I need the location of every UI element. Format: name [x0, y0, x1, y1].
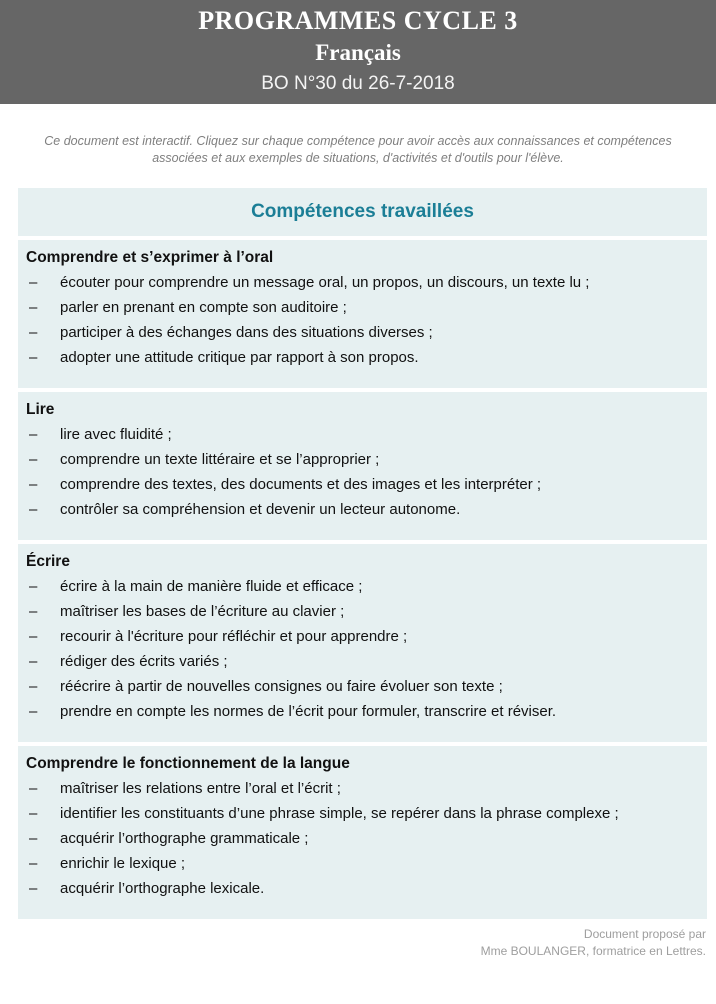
dash-bullet: – [29, 426, 38, 443]
dash-bullet: – [29, 501, 38, 518]
dash-bullet: – [29, 703, 38, 720]
dash-bullet: – [29, 603, 38, 620]
competence-item[interactable] [26, 876, 695, 901]
competence-section [18, 240, 707, 388]
panel-title: Compétences travaillées [251, 201, 474, 222]
competence-item[interactable] [26, 699, 695, 724]
sections-container [18, 240, 707, 919]
competence-section [18, 392, 707, 540]
dash-bullet: – [29, 830, 38, 847]
dash-bullet: – [29, 880, 38, 897]
competence-item-text: comprendre des textes, des documents et des images et les interpréter ; [60, 476, 542, 493]
competence-item-text: participer à des échanges dans des situations diverses ; [60, 324, 433, 341]
competence-item[interactable] [26, 447, 695, 472]
dash-bullet: – [29, 628, 38, 645]
competence-item[interactable] [26, 345, 695, 370]
competence-item-text: enrichir le lexique ; [60, 855, 186, 872]
competence-item[interactable] [26, 422, 695, 447]
competence-item-text: acquérir l’orthographe grammaticale ; [60, 830, 309, 847]
competence-list [26, 574, 695, 724]
dash-bullet: – [29, 780, 38, 797]
interactive-note: Ce document est interactif. Cliquez sur chaque compétence pour avoir accès aux connaissances et compétences associées et aux exemples de situations, d'activités et d'outils pour l'élève. [44, 134, 672, 165]
competence-item[interactable] [26, 674, 695, 699]
competences-panel [18, 188, 707, 919]
competence-item[interactable] [26, 270, 695, 295]
competence-list [26, 422, 695, 522]
competence-item-text: contrôler sa compréhension et devenir un lecteur autonome. [60, 501, 461, 518]
dash-bullet: – [29, 349, 38, 366]
dash-bullet: – [29, 653, 38, 670]
dash-bullet: – [29, 855, 38, 872]
credits [0, 926, 706, 960]
competence-item-text: identifier les constituants d’une phrase simple, se repérer dans la phrase complexe ; [60, 805, 619, 822]
competence-item-text: recourir à l'écriture pour réfléchir et pour apprendre ; [60, 628, 408, 645]
dash-bullet: – [29, 274, 38, 291]
competence-item-text: comprendre un texte littéraire et se l’approprier ; [60, 451, 380, 468]
section-title: Comprendre et s’exprimer à l’oral [26, 249, 274, 266]
competence-item-text: parler en prenant en compte son auditoire ; [60, 299, 347, 316]
document-header [0, 0, 716, 104]
competence-item-text: acquérir l’orthographe lexicale. [60, 880, 265, 897]
dash-bullet: – [29, 299, 38, 316]
competence-section [18, 746, 707, 919]
section-title: Écrire [26, 553, 70, 570]
dash-bullet: – [29, 451, 38, 468]
competence-item-text: maîtriser les bases de l’écriture au clavier ; [60, 603, 345, 620]
credits-line1: Document proposé par [583, 927, 706, 941]
document-reference: BO N°30 du 26-7-2018 [261, 73, 455, 94]
panel-heading-row [18, 188, 707, 236]
competence-item[interactable] [26, 851, 695, 876]
competence-item[interactable] [26, 826, 695, 851]
competence-item[interactable] [26, 599, 695, 624]
dash-bullet: – [29, 578, 38, 595]
document-subject: Français [315, 40, 401, 65]
dash-bullet: – [29, 324, 38, 341]
section-title: Lire [26, 401, 55, 418]
dash-bullet: – [29, 476, 38, 493]
competence-item-text: écrire à la main de manière fluide et efficace ; [60, 578, 363, 595]
competence-item[interactable] [26, 776, 695, 801]
competence-item-text: écouter pour comprendre un message oral, un propos, un discours, un texte lu ; [60, 274, 590, 291]
competence-section [18, 544, 707, 742]
competence-list [26, 776, 695, 901]
competence-item-text: adopter une attitude critique par rapport à son propos. [60, 349, 419, 366]
competence-item[interactable] [26, 801, 695, 826]
dash-bullet: – [29, 805, 38, 822]
competence-item-text: lire avec fluidité ; [60, 426, 172, 443]
competence-item[interactable] [26, 497, 695, 522]
document-title: PROGRAMMES CYCLE 3 [198, 6, 518, 35]
competence-item-text: rédiger des écrits variés ; [60, 653, 228, 670]
competence-item[interactable] [26, 574, 695, 599]
section-title: Comprendre le fonctionnement de la langue [26, 755, 350, 772]
competence-item-text: maîtriser les relations entre l’oral et l’écrit ; [60, 780, 341, 797]
competence-item[interactable] [26, 320, 695, 345]
competence-item-text: prendre en compte les normes de l’écrit pour formuler, transcrire et réviser. [60, 703, 557, 720]
competence-item[interactable] [26, 649, 695, 674]
competence-item-text: réécrire à partir de nouvelles consignes ou faire évoluer son texte ; [60, 678, 503, 695]
dash-bullet: – [29, 678, 38, 695]
credits-line2: Mme BOULANGER, formatrice en Lettres. [480, 944, 706, 958]
competence-item[interactable] [26, 624, 695, 649]
competence-list [26, 270, 695, 370]
competence-item[interactable] [26, 472, 695, 497]
competence-item[interactable] [26, 295, 695, 320]
